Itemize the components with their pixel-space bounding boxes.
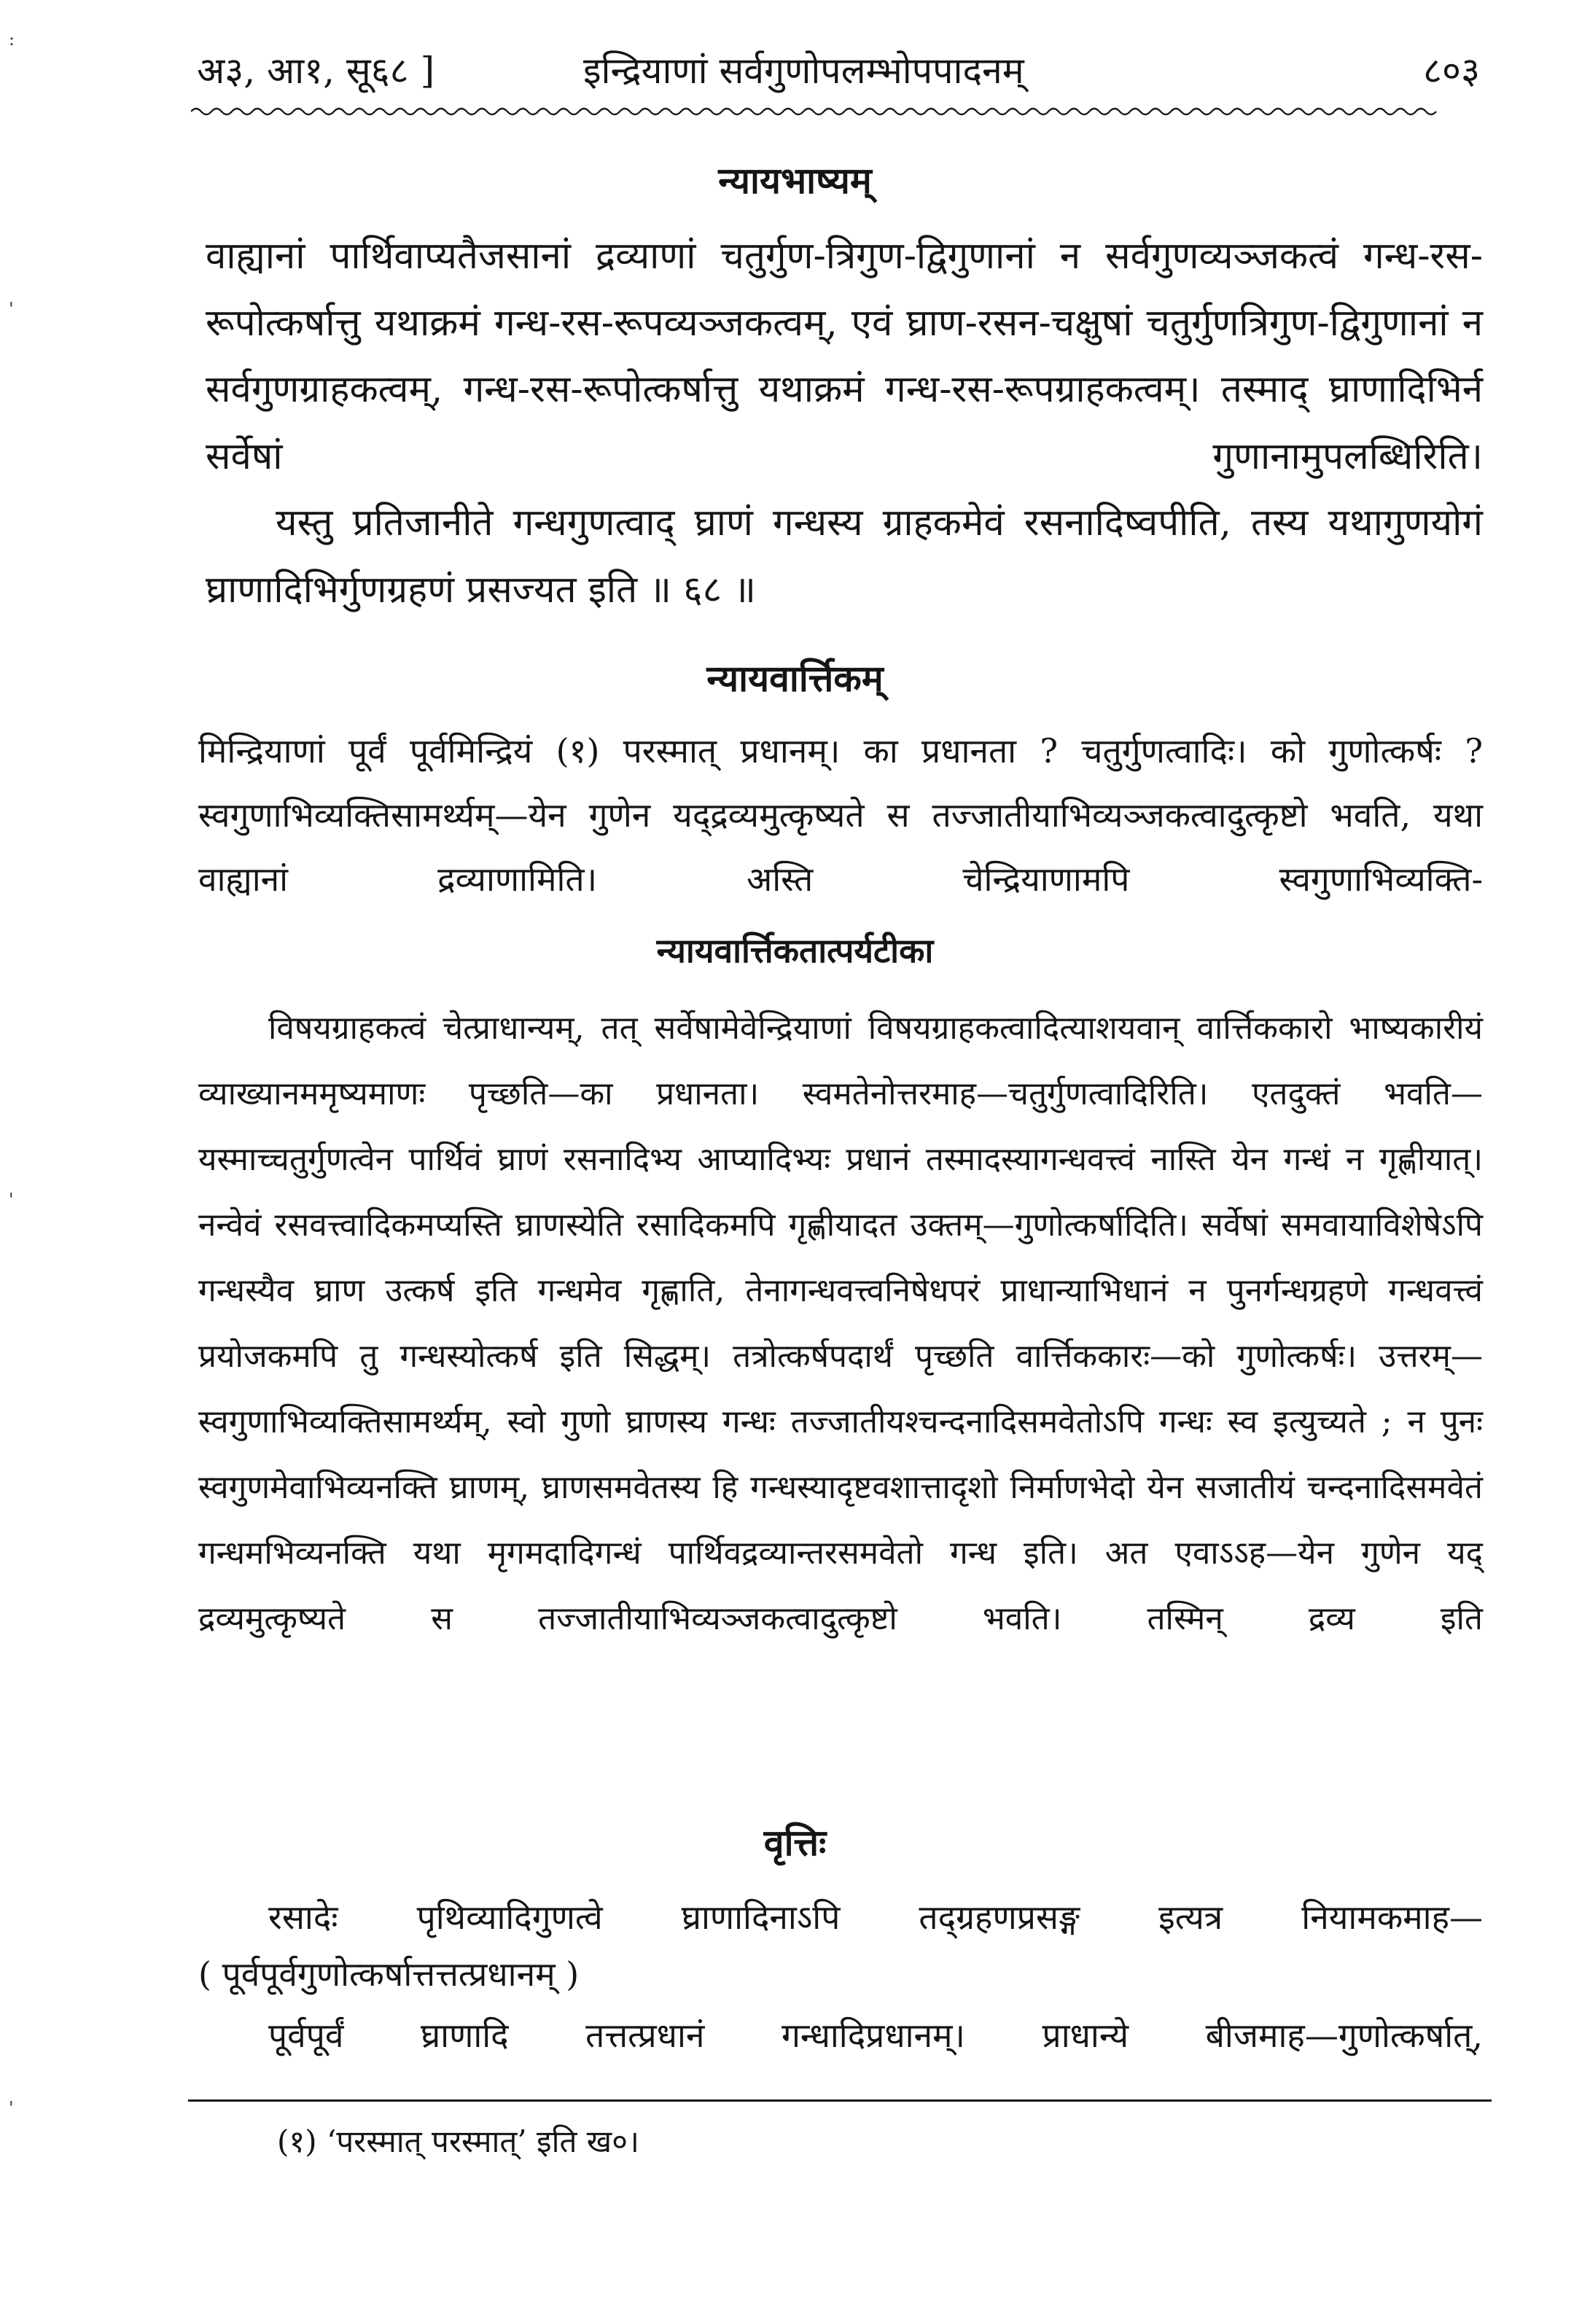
bhashya-paragraph-1: वाह्यानां पार्थिवाप्यतैजसानां द्रव्याणां चतुर्गुण-त्रिगुण-द्विगुणानां न सर्वगुणव्यञ्जकत्वं गन्ध-रस-रूपोत्कर्षात्तु यथाक्रमं गन्ध-रस-रूपव्यञ्जकत्वम्, एवं घ्राण-रसन-चक्षुषां चतुर्गुणत्रिगुण-द्विगुणानां न सर्वगुणग्राहकत्वम्, गन्ध-रस-रूपोत्कर्षात्तु यथाक्रमं गन्ध-रस-रूपग्राहकत्वम्। तस्माद् घ्राणादिभिर्न सर्वेषां गुणानामुपलब्धिरिति।	[206, 235, 1483, 478]
header-title: इन्द्रियाणां सर्वगुणोपलम्भोपपादनम्	[583, 50, 1024, 92]
vartika-paragraph: मिन्द्रियाणां पूर्वं पूर्वमिन्द्रियं (१) परस्मात् प्रधानम्। का प्रधानता ? चतुर्गुणत्वादिः। को गुणोत्कर्षः ? स्वगुणाभिव्यक्तिसामर्थ्यम्—येन गुणेन यद्द्रव्यमुत्कृष्यते स तज्जातीयाभिव्यञ्जकत्वादुत्कृष्टो भवति, यथा वाह्यानां द्रव्याणामिति। अस्ति चेन्द्रियाणामपि स्वगुणाभिव्यक्ति-	[198, 731, 1483, 899]
vritti-heading: वृत्तिः	[763, 1821, 827, 1864]
page-number: ८०३	[1423, 50, 1480, 92]
vritti-line-1: रसादेः पृथिव्यादिगुणत्वे घ्राणादिनाऽपि तद्ग्रहणप्रसङ्ग इत्यत्र नियामकमाह—	[268, 1898, 1483, 1937]
vartika-heading: न्यायवार्त्तिकम्	[706, 657, 884, 700]
tika-paragraph: विषयग्राहकत्वं चेत्प्राधान्यम्, तत् सर्वेषामेवेन्द्रियाणां विषयग्राहकत्वादित्याशयवान् वार्त्तिककारो भाष्यकारीयं व्याख्यानममृष्यमाणः पृच्छति—का प्रधानता। स्वमतेनोत्तरमाह—चतुर्गुणत्वादिरिति। एतदुक्तं भवति—यस्माच्चतुर्गुणत्वेन पार्थिवं घ्राणं रसनादिभ्य आप्यादिभ्यः प्रधानं तस्मादस्यागन्धवत्त्वं नास्ति येन गन्धं न गृह्णीयात्। नन्वेवं रसवत्त्वादिकमप्यस्ति घ्राणस्येति रसादिकमपि गृह्णीयादत उक्तम्—गुणोत्कर्षादिति। सर्वेषां समवायाविशेषेऽपि गन्धस्यैव घ्राण उत्कर्ष इति गन्धमेव गृह्णाति, तेनागन्धवत्त्वनिषेधपरं प्राधान्याभिधानं न पुनर्गन्धग्रहणे गन्धवत्त्वं प्रयोजकमपि तु गन्धस्योत्कर्ष इति सिद्धम्। तत्रोत्कर्षपदार्थं पृच्छति वार्त्तिककारः—को गुणोत्कर्षः। उत्तरम्—स्वगुणाभिव्यक्तिसामर्थ्यम्, स्वो गुणो घ्राणस्य गन्धः तज्जातीयश्चन्दनादिसमवेतोऽपि गन्धः स्व इत्युच्यते ; न पुनः स्वगुणमेवाभिव्यनक्ति घ्राणम्, घ्राणसमवेतस्य हि गन्धस्यादृष्टवशात्तादृशो निर्माणभेदो येन सजातीयं चन्दनादिसमवेतं गन्धमभिव्यनक्ति यथा मृगमदादिगन्धं पार्थिवद्रव्यान्तरसमवेतो गन्ध इति। अत एवाऽऽह—येन गुणेन यद् द्रव्यमुत्कृष्यते स तज्जातीयाभिव्यञ्जकत्वादुत्कृष्टो भवति। तस्मिन् द्रव्य इति	[198, 1010, 1483, 1637]
wavy-rule	[191, 104, 1486, 120]
bhashya-heading: न्यायभाष्यम्	[718, 159, 872, 202]
bhashya-paragraph-2: यस्तु प्रतिजानीते गन्धगुणत्वाद् घ्राणं गन्धस्य ग्राहकमेवं रसनादिष्वपीति, तस्य यथागुणयोगं घ्राणादिभिर्गुणग्रहणं प्रसज्यत इति ॥ ६८ ॥	[206, 502, 1483, 612]
tika-heading: न्यायवार्त्तिकतात्पर्यटीका	[656, 931, 934, 970]
margin-mark: '	[9, 2098, 14, 2118]
footnote: (१) ‘परस्मात् परस्मात्’ इति ख०।	[277, 2124, 639, 2159]
footnote-rule	[188, 2099, 1492, 2102]
margin-mark: '	[9, 1190, 14, 1210]
margin-mark: '	[9, 299, 14, 319]
sutra-text: ( पूर्वपूर्वगुणोत्कर्षात्तत्तत्प्रधानम् )	[198, 1954, 580, 1994]
chapter-reference: अ३, आ१, सू६८ ]	[197, 50, 435, 92]
margin-mark: :	[9, 29, 15, 50]
running-header	[197, 38, 1480, 104]
vritti-line-2: पूर्वपूर्वं घ्राणादि तत्तत्प्रधानं गन्धादिप्रधानम्। प्राधान्ये बीजमाह—गुणोत्कर्षात्,	[268, 2016, 1483, 2055]
